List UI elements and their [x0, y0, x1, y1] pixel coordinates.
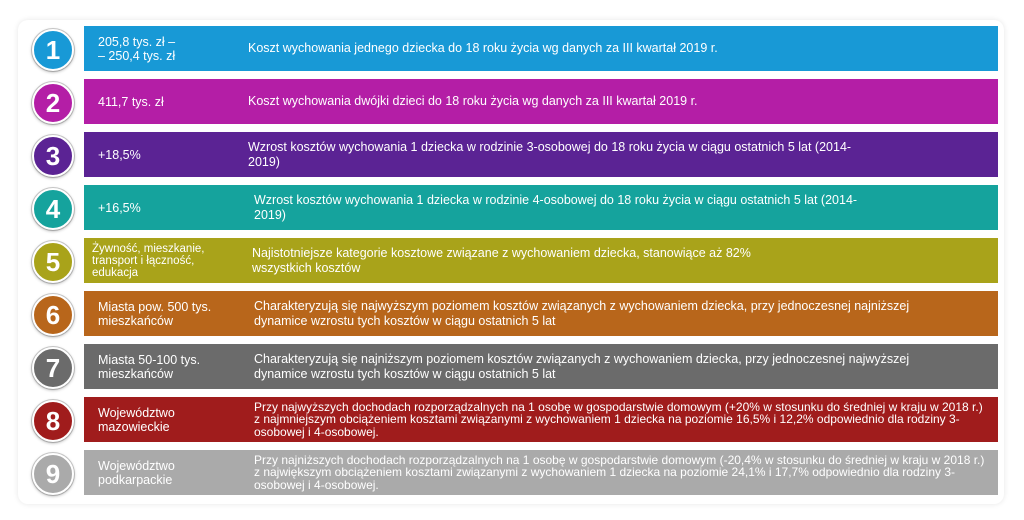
row-band [84, 344, 998, 389]
number-badge: 1 [32, 29, 74, 71]
row-value: Województwo podkarpackie [98, 458, 175, 487]
row-band [84, 26, 998, 71]
number-badge: 5 [32, 241, 74, 283]
row-description: Charakteryzują się najniższym poziomem kosztów związanych z wychowaniem dziecka, przy jednoczesnej najwyższej dynamice wzrostu tych kosztów w ciągu ostatnich 5 lat [254, 351, 910, 381]
row-band [84, 397, 998, 442]
number-badge: 7 [32, 347, 74, 389]
number-badge: 2 [32, 82, 74, 124]
number-badge: 3 [32, 135, 74, 177]
row-3 [18, 132, 1004, 177]
row-description: Najistotniejsze kategorie kosztowe związane z wychowaniem dziecka, stanowiące aż 82% wszystkich kosztów [252, 245, 751, 275]
row-1 [18, 26, 1004, 71]
row-band [84, 291, 998, 336]
row-7 [18, 344, 1004, 389]
row-description: Wzrost kosztów wychowania 1 dziecka w rodzinie 4-osobowej do 18 roku życia w ciągu ostatnich 5 lat (2014-2019) [254, 192, 858, 222]
row-value: Miasta 50-100 tys. mieszkańców [98, 352, 201, 381]
row-value: +16,5% [98, 200, 141, 215]
row-value: 411,7 tys. zł [98, 94, 164, 109]
row-8 [18, 397, 1004, 442]
row-4 [18, 185, 1004, 230]
row-description: Charakteryzują się najwyższym poziomem kosztów związanych z wychowaniem dziecka, przy jednoczesnej najniższej dynamice wzrostu tych kosztów w ciągu ostatnich 5 lat [254, 298, 910, 328]
row-6 [18, 291, 1004, 336]
row-band [84, 79, 998, 124]
row-description: Przy najwyższych dochodach rozporządzalnych na 1 osobę w gospodarstwie domowym (+20% w stosunku do średniej w kraju w 2018 r.) z najmniejszym obciążeniem kosztami związanymi z wychowaniem 1 dziecka na poziomie 16,5% i 12,2% odpowiednio dla rodziny 3-osobowej i 4-osobowej. [254, 399, 983, 439]
infographic-card [18, 20, 1004, 504]
row-description: Wzrost kosztów wychowania 1 dziecka w rodzinie 3-osobowej do 18 roku życia w ciągu ostatnich 5 lat (2014-2019) [248, 139, 852, 169]
row-value: +18,5% [98, 147, 141, 162]
row-value: Województwo mazowieckie [98, 405, 175, 434]
row-9 [18, 450, 1004, 495]
row-band [84, 132, 998, 177]
row-band [84, 185, 998, 230]
row-band [84, 450, 998, 495]
number-badge: 8 [32, 400, 74, 442]
row-5 [18, 238, 1004, 283]
row-2 [18, 79, 1004, 124]
row-value: 205,8 tys. zł – – 250,4 tys. zł [98, 34, 176, 63]
row-description: Koszt wychowania dwójki dzieci do 18 roku życia wg danych za III kwartał 2019 r. [248, 94, 698, 108]
number-badge: 9 [32, 453, 74, 495]
number-badge: 4 [32, 188, 74, 230]
row-band [84, 238, 998, 283]
row-description: Koszt wychowania jednego dziecka do 18 roku życia wg danych za III kwartał 2019 r. [248, 41, 718, 55]
number-badge: 6 [32, 294, 74, 336]
row-description: Przy najniższych dochodach rozporządzalnych na 1 osobę w gospodarstwie domowym (-20,4% w stosunku do średniej w kraju w 2018 r.) z największym obciążeniem kosztami związanymi z wychowaniem 1 dziecka na poziomie 24,1% i 17,7% odpowiednio dla rodziny 3-osobowej i 4-osobowej. [254, 452, 985, 492]
row-value: Żywność, mieszkanie, transport i łączność, edukacja [92, 242, 205, 279]
row-value: Miasta pow. 500 tys. mieszkańców [98, 299, 212, 328]
